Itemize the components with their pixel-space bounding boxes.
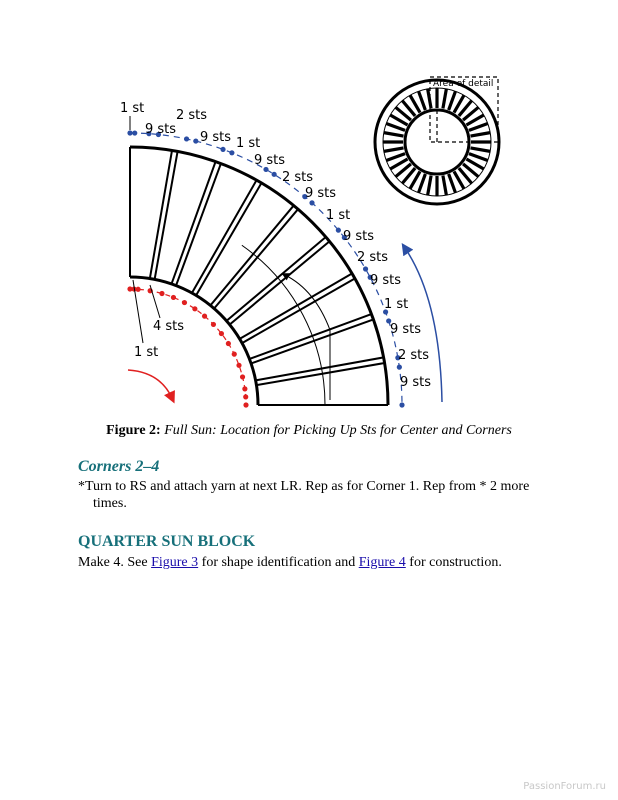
- red-dot: [192, 306, 197, 311]
- blue-dot: [397, 365, 402, 370]
- inset-ray: [449, 174, 456, 193]
- gap-count-label: 9 sts: [200, 130, 232, 145]
- gap-count-label: 9 sts: [254, 153, 286, 168]
- blue-dot: [127, 130, 132, 135]
- red-dot: [182, 300, 187, 305]
- caption-label: Figure 2:: [106, 423, 161, 438]
- ray-line: [210, 206, 293, 306]
- quarter-text-before: Make 4. See: [78, 555, 152, 570]
- one-st-label: 1 st: [134, 345, 159, 360]
- inset-ray: [384, 133, 404, 136]
- area-of-detail-label: Area of detail: [433, 79, 494, 89]
- four-sts-label: 4 sts: [153, 319, 185, 334]
- quarter-text-middle: for shape identification and: [198, 555, 359, 570]
- inset-ray: [428, 89, 431, 109]
- ray-line: [176, 164, 221, 286]
- inset-ray: [419, 91, 426, 110]
- red-dot: [202, 314, 207, 319]
- quarter-text-after: for construction.: [405, 555, 502, 570]
- blue-dot: [272, 172, 277, 177]
- red-dot: [171, 295, 176, 300]
- leader-line: [150, 285, 160, 318]
- gap-count-label: 9 sts: [370, 273, 402, 288]
- ray-line: [230, 241, 330, 324]
- blue-dot: [229, 150, 234, 155]
- ray-line: [155, 151, 178, 279]
- inner-arc: [130, 277, 258, 405]
- st-count-label: 2 sts: [176, 108, 208, 123]
- red-dot: [242, 386, 247, 391]
- inset-ray: [470, 148, 490, 151]
- blue-dot: [220, 147, 225, 152]
- gap-count-label: 9 sts: [145, 122, 177, 137]
- corners-heading: Corners 2–4: [78, 458, 160, 475]
- st-count-label: 2 sts: [357, 250, 389, 265]
- inset-ray: [428, 175, 431, 195]
- st-count-label: 1 st: [120, 101, 145, 116]
- figure-4-link[interactable]: Figure 4: [358, 555, 406, 570]
- inset-ray: [384, 148, 404, 151]
- inset-ray: [443, 175, 446, 195]
- red-dot: [159, 291, 164, 296]
- ray-line: [192, 180, 257, 293]
- st-count-label: 1 st: [326, 208, 351, 223]
- red-arrow: [128, 370, 172, 398]
- red-dot: [226, 341, 231, 346]
- blue-dot: [184, 136, 189, 141]
- ray-line: [256, 363, 384, 385]
- red-dot: [219, 331, 224, 336]
- red-dot: [232, 352, 237, 357]
- st-count-label: 2 sts: [398, 348, 430, 363]
- ray-line: [226, 237, 325, 321]
- inset-ray: [443, 89, 446, 109]
- inset-ray: [469, 154, 488, 161]
- caption-text: Full Sun: Location for Picking Up Sts for Center and Corners: [164, 423, 512, 438]
- inset-ray: [386, 154, 405, 161]
- st-count-label: 1 st: [236, 136, 261, 151]
- figure-3-link[interactable]: Figure 3: [151, 555, 199, 570]
- red-dot: [236, 363, 241, 368]
- blue-dot: [363, 266, 368, 271]
- corners-paragraph: *Turn to RS and attach yarn at next LR. Rep as for Corner 1. Rep from * 2 more times.: [78, 479, 530, 511]
- ray-line: [214, 209, 298, 308]
- figure-caption: [0, 423, 618, 439]
- ray-line: [172, 162, 216, 284]
- inset-ray: [449, 91, 456, 110]
- red-dot: [240, 374, 245, 379]
- ray-line: [240, 274, 352, 339]
- red-dot: [211, 322, 216, 327]
- gap-count-label: 9 sts: [343, 229, 375, 244]
- ray-line: [196, 183, 261, 295]
- inset-ray: [386, 124, 405, 131]
- ray-line: [242, 278, 355, 343]
- blue-dot: [193, 138, 198, 143]
- inset-ray: [470, 133, 490, 136]
- blue-dot: [399, 402, 404, 407]
- stitch-labels: [120, 101, 431, 390]
- blue-dot: [336, 228, 341, 233]
- red-dot: [135, 287, 140, 292]
- quarter-sun-paragraph: [78, 554, 578, 571]
- gap-count-label: 9 sts: [305, 186, 337, 201]
- gap-count-label: 9 sts: [400, 375, 432, 390]
- ray-line: [150, 150, 172, 278]
- red-dot: [243, 394, 248, 399]
- red-dot: [243, 402, 248, 407]
- watermark: PassionForum.ru: [523, 781, 606, 792]
- inset-ray: [469, 124, 488, 131]
- st-count-label: 1 st: [384, 297, 409, 312]
- blue-dot: [309, 200, 314, 205]
- blue-dot: [132, 130, 137, 135]
- blue-dashed-arc: [130, 133, 402, 405]
- ray-line: [251, 319, 373, 363]
- ray-line: [249, 314, 371, 359]
- st-count-label: 2 sts: [282, 170, 314, 185]
- gap-count-label: 9 sts: [390, 322, 422, 337]
- quarter-sun-heading: QUARTER SUN BLOCK: [78, 533, 256, 550]
- full-sun-inset: [375, 77, 499, 204]
- inset-ray: [419, 174, 426, 193]
